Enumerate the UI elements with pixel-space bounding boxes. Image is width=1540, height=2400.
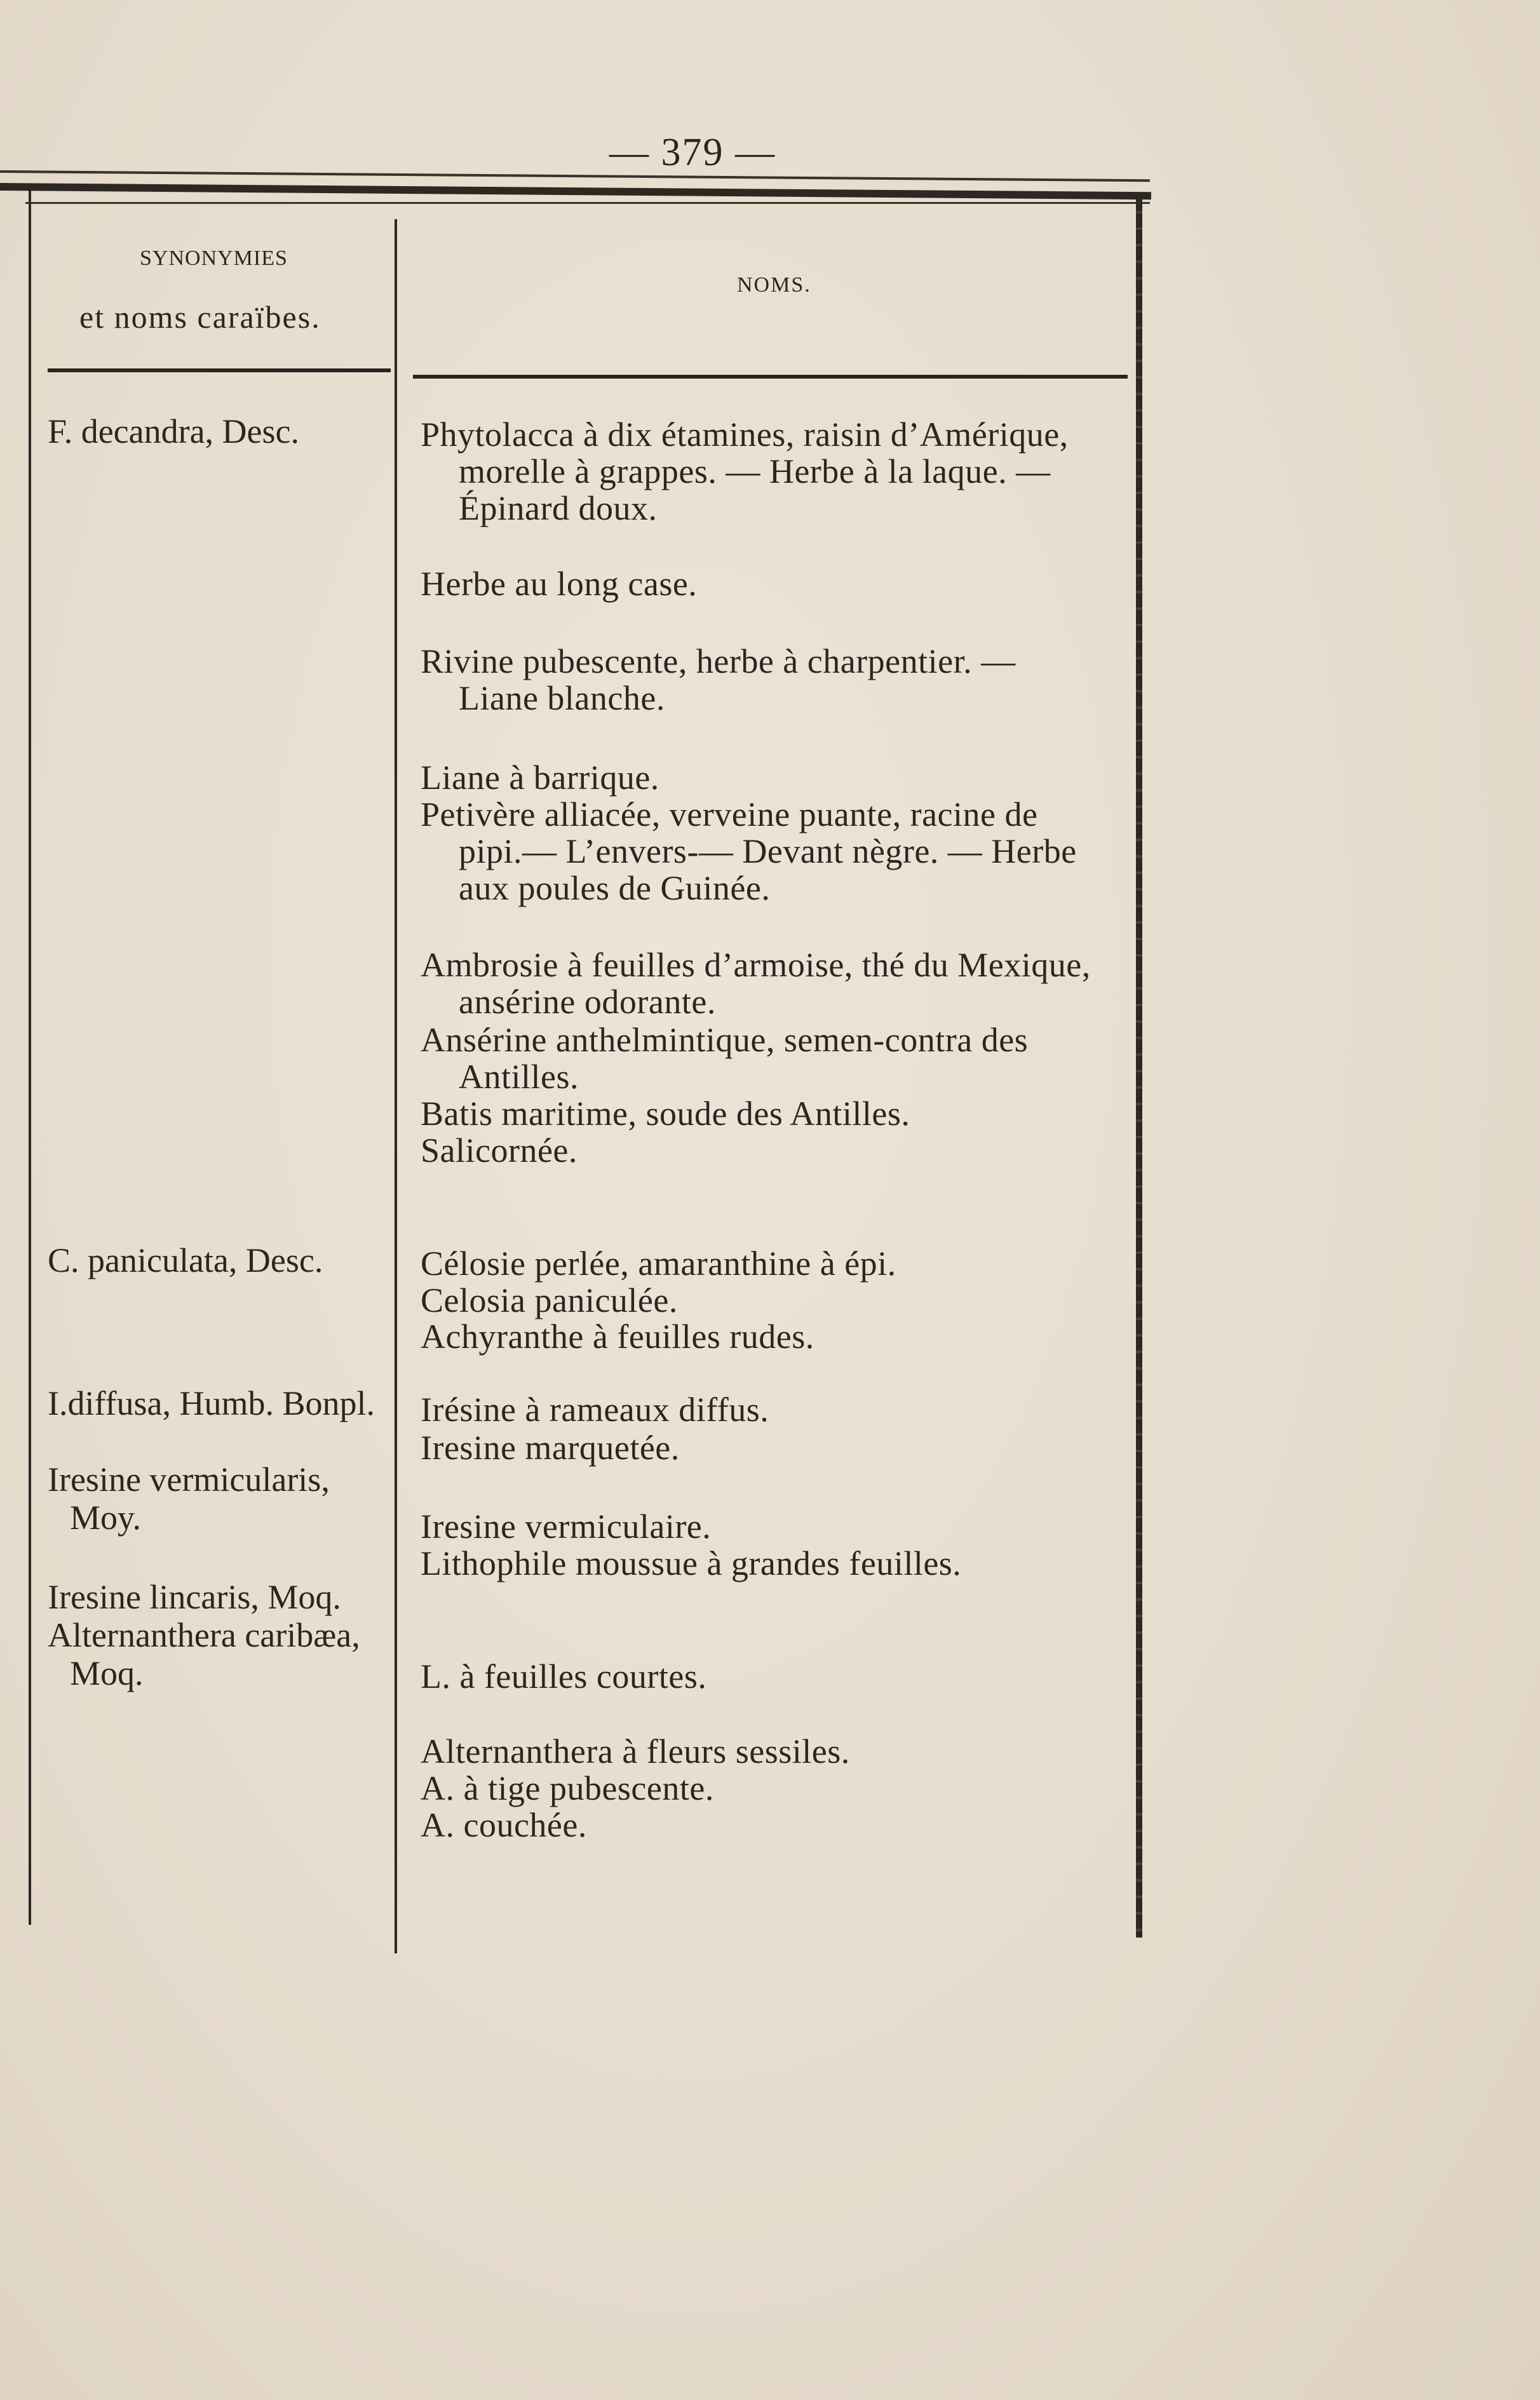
name-line: Liane blanche. xyxy=(459,679,665,717)
header-rule-right xyxy=(413,375,1128,379)
name-entry xyxy=(421,416,1135,527)
name-line: Herbe au long case. xyxy=(421,565,698,603)
name-line: Ansérine anthelmintique, semen-contra des xyxy=(421,1021,1029,1059)
name-line: Petivère alliacée, verveine puante, racine de xyxy=(421,795,1038,833)
name-entry xyxy=(421,1391,1135,1428)
name-line: Phytolacca à dix étamines, raisin d’Amérique, xyxy=(421,415,1069,454)
name-entry xyxy=(421,1021,1135,1095)
name-entry xyxy=(421,643,1135,717)
synonym-entry: F. decandra, Desc. xyxy=(48,412,300,450)
table-left-border xyxy=(29,191,31,1925)
name-line: L. à feuilles courtes. xyxy=(421,1657,707,1696)
name-line: Rivine pubescente, herbe à charpentier. — xyxy=(421,642,1016,680)
synonyms-header-title: SYNONYMIES xyxy=(140,246,288,270)
synonym-entry: Iresine lincaris, Moq. xyxy=(48,1578,341,1616)
page-number: — 379 — xyxy=(609,131,776,174)
name-entry xyxy=(421,759,1135,796)
name-entry xyxy=(421,1508,1135,1545)
name-line: Alternanthera à fleurs sessiles. xyxy=(421,1732,850,1770)
name-line: Lithophile moussue à grandes feuilles. xyxy=(421,1544,962,1582)
name-line: aux poules de Guinée. xyxy=(459,869,771,907)
names-column-header: NOMS. xyxy=(737,273,811,297)
name-entry xyxy=(421,1318,1135,1355)
name-line: Achyranthe à feuilles rudes. xyxy=(421,1318,814,1356)
name-line: Épinard doux. xyxy=(459,489,658,527)
synonym-entry: I.diffusa, Humb. Bonpl. xyxy=(48,1384,375,1422)
name-entry xyxy=(421,1770,1135,1807)
name-entry xyxy=(421,565,1135,602)
top-rule-thick xyxy=(0,183,1151,199)
name-line: Antilles. xyxy=(459,1058,579,1096)
synonym-entry-continuation: Moy. xyxy=(70,1499,142,1537)
name-entry xyxy=(421,1658,1135,1695)
name-line: A. couchée. xyxy=(421,1806,587,1844)
name-line: Liane à barrique. xyxy=(421,758,659,797)
top-rule-inner xyxy=(25,202,1150,204)
name-entry xyxy=(421,1245,1135,1282)
name-entry xyxy=(421,796,1135,907)
synonym-entry xyxy=(48,1461,330,1498)
name-entry xyxy=(421,1095,1135,1132)
name-line: Iresine vermiculaire. xyxy=(421,1507,712,1546)
name-entry xyxy=(421,1282,1135,1319)
name-line: Ambrosie à feuilles d’armoise, thé du Mexique, xyxy=(421,946,1091,984)
column-divider xyxy=(395,219,397,1953)
name-line: Batis maritime, soude des Antilles. xyxy=(421,1095,910,1133)
name-entry xyxy=(421,1132,1135,1169)
name-line: Irésine à rameaux diffus. xyxy=(421,1391,769,1429)
name-line: Célosie perlée, amaranthine à épi. xyxy=(421,1244,896,1283)
synonym-entry: Alternanthera caribæa, xyxy=(48,1616,360,1654)
name-line: A. à tige pubescente. xyxy=(421,1769,714,1807)
name-entry xyxy=(421,1545,1135,1582)
synonyms-header-subtitle: et noms caraïbes. xyxy=(79,299,321,335)
name-entry xyxy=(421,1429,1135,1466)
name-line: Salicornée. xyxy=(421,1131,578,1170)
name-line: Celosia paniculée. xyxy=(421,1281,678,1319)
synonym-line: Iresine vermicularis, xyxy=(48,1460,330,1499)
name-entry xyxy=(421,947,1135,1020)
name-line: morelle à grappes. — Herbe à la laque. — xyxy=(459,452,1051,490)
name-line: Iresine marquetée. xyxy=(421,1429,680,1467)
name-entry xyxy=(421,1807,1135,1844)
synonym-entry-continuation: Moq. xyxy=(70,1654,144,1692)
table-right-border xyxy=(1136,197,1142,1938)
synonym-entry: C. paniculata, Desc. xyxy=(48,1241,323,1279)
header-rule-left xyxy=(48,368,391,372)
name-line: pipi.— L’envers-— Devant nègre. — Herbe xyxy=(459,832,1077,870)
name-entry xyxy=(421,1733,1135,1770)
name-line: ansérine odorante. xyxy=(459,983,716,1021)
